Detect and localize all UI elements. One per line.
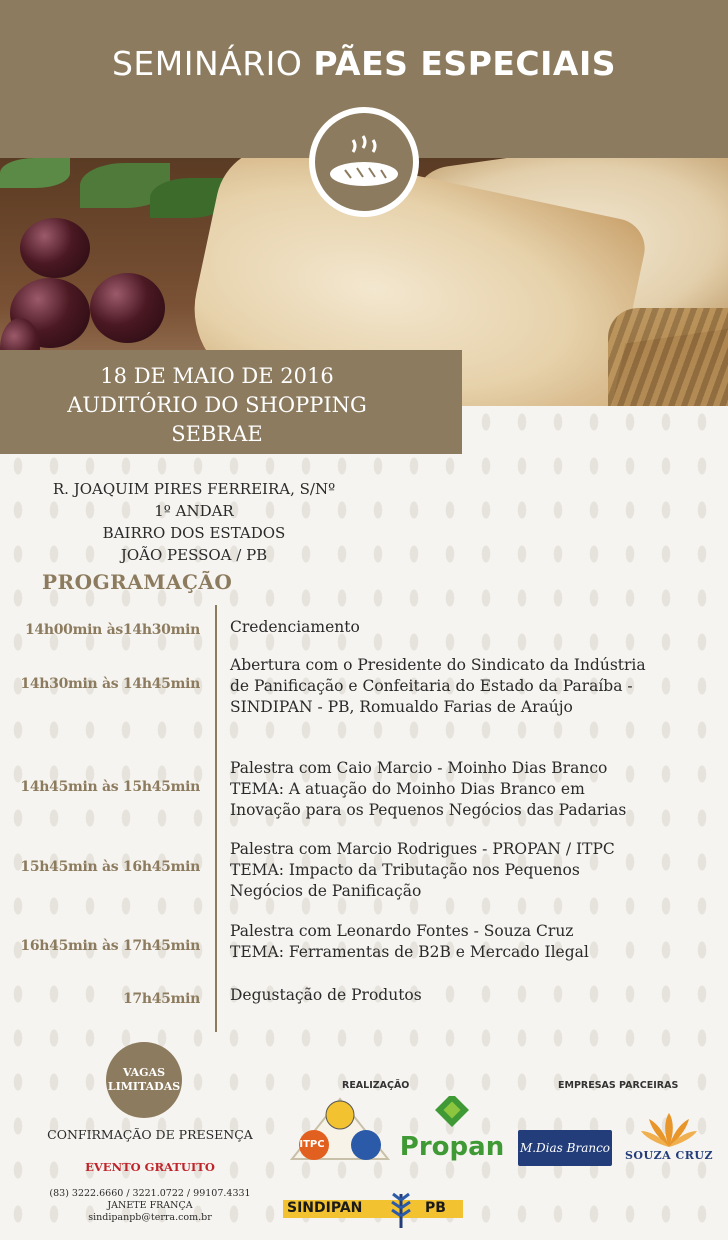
program-line: Degustação de Produtos [230, 986, 422, 1004]
itpc-logo-mark [288, 1095, 392, 1165]
title-light: SEMINÁRIO [111, 44, 303, 83]
bread-icon [325, 132, 403, 192]
program-line: Palestra com Caio Marcio - Moinho Dias Branco [230, 759, 608, 777]
event-venue-sub: SEBRAE [171, 422, 263, 446]
program-line: Palestra com Marcio Rodrigues - PROPAN / ITPC [230, 840, 615, 858]
souza-cruz-logo [622, 1105, 716, 1167]
program-line: TEMA: Impacto da Tributação nos Pequenos [230, 861, 580, 879]
program-desc [230, 617, 720, 638]
address-street: R. JOAQUIM PIRES FERREIRA, S/Nº [52, 480, 336, 498]
program-line: SINDIPAN - PB, Romualdo Farias de Araújo [230, 698, 573, 716]
sindipan-wheat-icon [384, 1190, 418, 1230]
wheat-stalks [608, 308, 728, 406]
partners-label: EMPRESAS PARCEIRAS [558, 1080, 679, 1091]
program-line: Credenciamento [230, 618, 360, 636]
program-time: 16h45min às 17h45min [20, 938, 200, 954]
propan-logo [400, 1093, 504, 1163]
badge-line: VAGAS [122, 1066, 166, 1079]
program-line: Negócios de Panificação [230, 882, 422, 900]
address-block [0, 478, 388, 566]
contact-email[interactable]: sindipanpb@terra.com.br [88, 1212, 212, 1223]
leaf-shape [0, 158, 70, 188]
contact-name: JANETE FRANÇA [107, 1200, 193, 1211]
bread-logo [309, 107, 419, 217]
program-desc [230, 921, 720, 963]
propan-leaf-icon [432, 1096, 472, 1134]
program-divider [215, 605, 217, 1032]
limited-spots-badge [106, 1042, 182, 1118]
realizacao-label: REALIZAÇÃO [342, 1080, 410, 1091]
title-bold: PÃES ESPECIAIS [313, 44, 617, 83]
souza-cruz-leaf-icon [639, 1111, 699, 1149]
contact-phones: (83) 3222.6660 / 3221.0722 / 99107.4331 [49, 1188, 251, 1199]
program-time: 14h00min às14h30min [24, 622, 200, 638]
sindipan-logo [283, 1190, 463, 1230]
program-desc [230, 758, 720, 821]
program-line: Inovação para os Pequenos Negócios das Padarias [230, 801, 627, 819]
program-time: 14h45min às 15h45min [20, 779, 200, 795]
program-line: Palestra com Leonardo Fontes - Souza Cruz [230, 922, 574, 940]
event-info-box [0, 350, 462, 454]
olive [90, 273, 165, 343]
address-floor: 1º ANDAR [154, 502, 234, 520]
propan-label: Propan [399, 1132, 505, 1162]
program-time: 14h30min às 14h45min [20, 676, 200, 692]
program-line: de Panificação e Confeitaria do Estado da Paraíba - [230, 677, 633, 695]
page-title [0, 44, 728, 83]
sindipan-pb-label: PB [425, 1200, 446, 1216]
program-desc [230, 985, 720, 1006]
program-line: TEMA: Ferramentas de B2B e Mercado Ilegal [230, 943, 589, 961]
program-heading: PROGRAMAÇÃO [42, 570, 233, 594]
dias-branco-label: M.Dias Branco [519, 1141, 611, 1155]
program-desc [230, 839, 720, 902]
address-city: JOÃO PESSOA / PB [120, 546, 268, 564]
program-line: Abertura com o Presidente do Sindicato da Indústria [230, 656, 646, 674]
event-venue: AUDITÓRIO DO SHOPPING [67, 393, 367, 417]
badge-line: LIMITADAS [107, 1080, 181, 1093]
sindipan-label: SINDIPAN [287, 1200, 363, 1216]
olive [20, 218, 90, 278]
contact-block [0, 1188, 300, 1224]
program-time: 15h45min às 16h45min [20, 859, 200, 875]
souza-cruz-label: SOUZA CRUZ [624, 1148, 714, 1162]
event-date: 18 DE MAIO DE 2016 [100, 364, 334, 388]
address-district: BAIRRO DOS ESTADOS [102, 524, 286, 542]
confirmation-label: CONFIRMAÇÃO DE PRESENÇA [47, 1127, 253, 1142]
dias-branco-logo [518, 1130, 612, 1166]
itpc-logo [288, 1095, 392, 1165]
itpc-label: ITPC [299, 1138, 325, 1150]
program-desc [230, 655, 720, 718]
free-event-label: EVENTO GRATUITO [85, 1160, 215, 1174]
program-line: TEMA: A atuação do Moinho Dias Branco em [230, 780, 585, 798]
program-time: 17h45min [122, 991, 200, 1007]
